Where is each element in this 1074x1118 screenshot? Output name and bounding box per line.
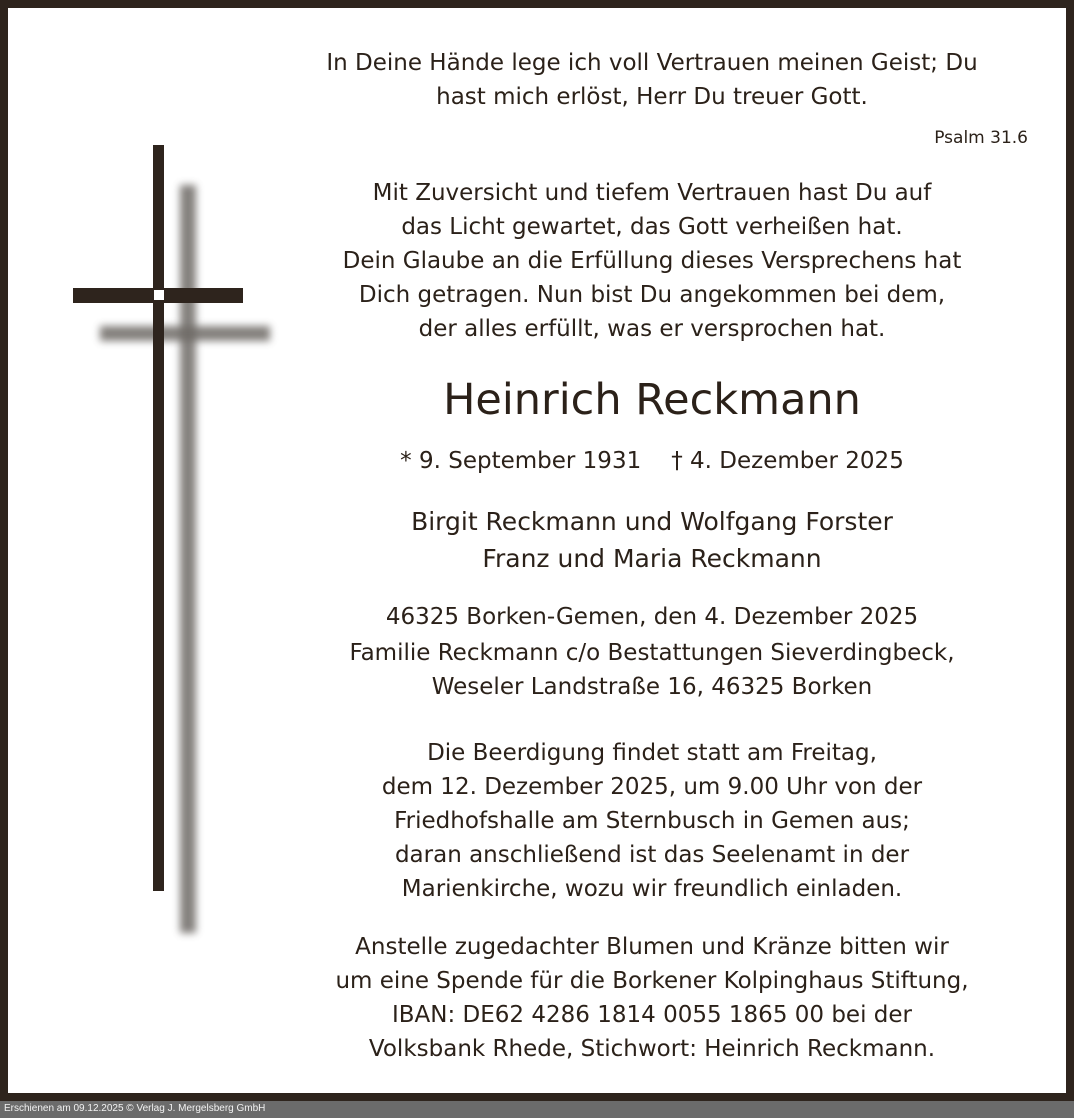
intro-line: der alles erfüllt, was er versprochen hat. (418, 316, 886, 342)
donation-line: Anstelle zugedachter Blumen und Kränze bitten wir (355, 934, 949, 960)
psalm-reference: Psalm 31.6 (934, 128, 1028, 148)
funeral-line: Die Beerdigung findet statt am Freitag, (427, 740, 877, 766)
cross-icon (68, 143, 278, 938)
mourners (270, 503, 1034, 577)
funeral-line: Friedhofshalle am Sternbusch in Gemen aus; (394, 808, 910, 834)
psalm-verse (270, 46, 1034, 114)
donation-line: Volksbank Rhede, Stichwort: Heinrich Reckmann. (368, 1036, 936, 1062)
donation-line: um eine Spende für die Borkener Kolpinghaus Stiftung, (335, 968, 969, 994)
funeral-line: daran anschließend ist das Seelenamt in der (394, 842, 910, 868)
deceased-name: Heinrich Reckmann (443, 375, 861, 425)
address-block (270, 600, 1034, 704)
intro-line: Dich getragen. Nun bist Du angekommen bei dem, (358, 282, 946, 308)
intro-line: das Licht gewartet, das Gott verheißen hat. (401, 214, 903, 240)
cross-shadow-horizontal (100, 326, 270, 341)
life-dates (270, 444, 1034, 478)
publication-note: Erschienen am 09.12.2025 © Verlag J. Mergelsberg GmbH (4, 1103, 266, 1114)
cross-center-gap (154, 290, 164, 300)
donation-line: IBAN: DE62 4286 1814 0055 1865 00 bei der (392, 1002, 912, 1028)
cross-vertical-beam (153, 145, 164, 891)
intro-text (270, 176, 1034, 346)
funeral-line: dem 12. Dezember 2025, um 9.00 Uhr von der (381, 774, 923, 800)
funeral-line: Marienkirche, wozu wir freundlich einladen. (401, 876, 903, 902)
publication-footer (0, 1101, 1074, 1118)
intro-line: Dein Glaube an die Erfüllung dieses Versprechens hat (342, 248, 962, 274)
psalm-line: In Deine Hände lege ich voll Vertrauen meinen Geist; Du (326, 50, 978, 76)
psalm-line: hast mich erlöst, Herr Du treuer Gott. (436, 84, 868, 110)
address-line: 46325 Borken-Gemen, den 4. Dezember 2025 (385, 604, 919, 630)
mourner-line: Franz und Maria Reckmann (482, 544, 822, 573)
intro-line: Mit Zuversicht und tiefem Vertrauen hast Du auf (372, 180, 932, 206)
donation-request (270, 930, 1034, 1066)
address-line: Familie Reckmann c/o Bestattungen Sieverdingbeck, (349, 640, 955, 666)
birth-date: * 9. September 1931 (400, 448, 642, 474)
death-date: † 4. Dezember 2025 (671, 448, 904, 474)
address-line: Weseler Landstraße 16, 46325 Borken (431, 674, 873, 700)
funeral-details (270, 736, 1034, 906)
mourner-line: Birgit Reckmann und Wolfgang Forster (411, 507, 893, 536)
